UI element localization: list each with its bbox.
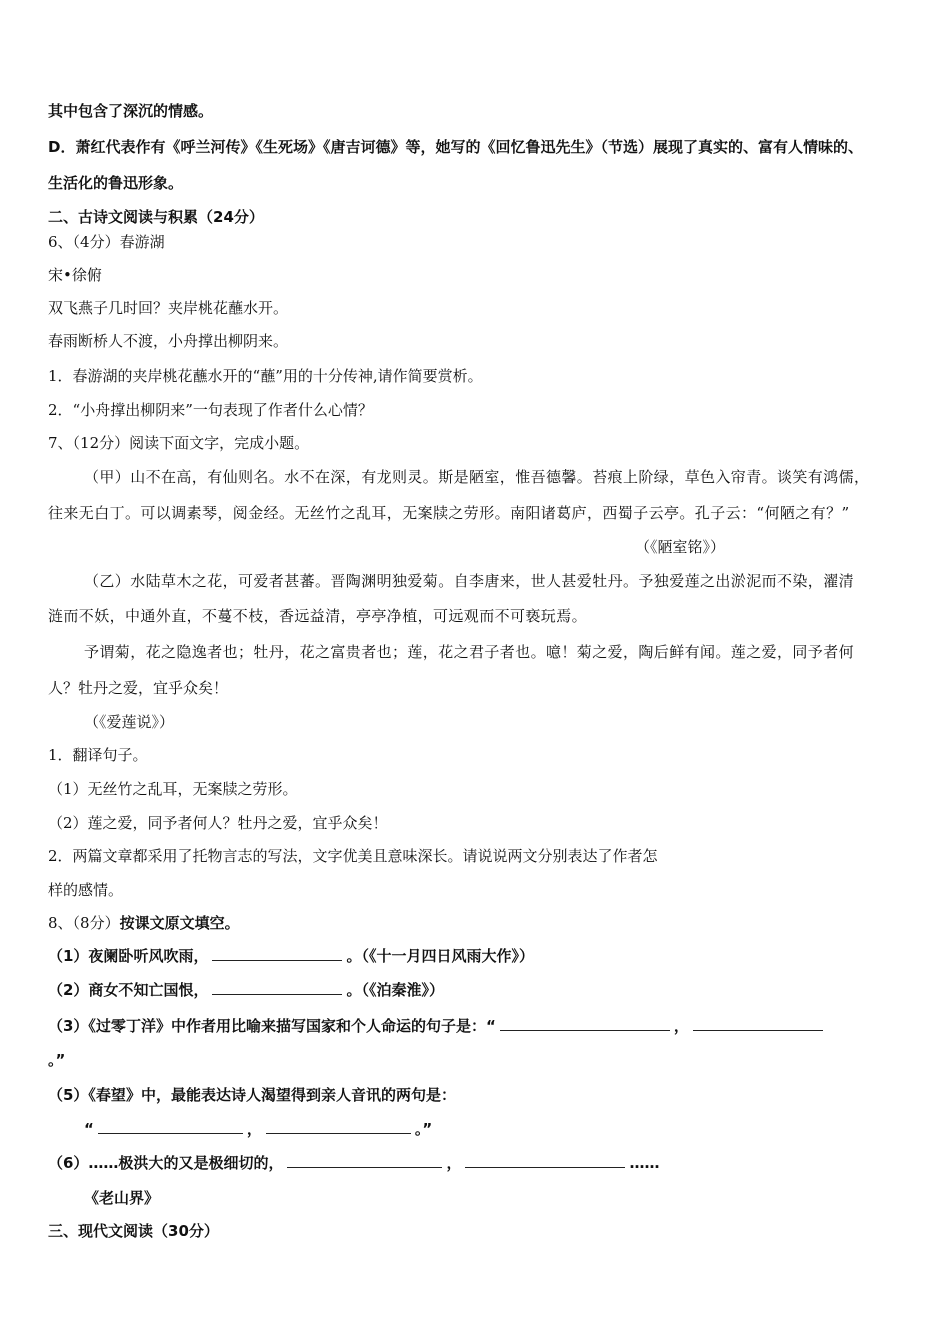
q8-item-2-prefix: （2）商女不知亡国恨， [48,981,209,999]
q6-sub-2: 2．“小舟撑出柳阴来”一句表现了作者什么心情？ [48,401,373,419]
q6-author: 宋•徐俯 [48,266,102,284]
q8-item-6-blank-1[interactable] [287,1153,442,1168]
q8-item-2-blank[interactable] [212,980,342,995]
section-2-title: 二、古诗文阅读与积累（24分） [48,208,264,226]
q8-item-6-prefix: （6）……极洪大的又是极细切的， [48,1154,284,1172]
q8-item-3-blank-1[interactable] [500,1016,670,1031]
q8-heading-number: 8、（8分） [48,914,120,932]
q8-item-5-blank-2[interactable] [266,1119,411,1134]
q8-heading [48,913,910,933]
q7-heading: 7、（12分）阅读下面文字，完成小题。 [48,434,310,452]
q7-sub-1: 1．翻译句子。 [48,746,148,764]
q8-item-6-blank-2[interactable] [465,1153,625,1168]
q8-item-3 [48,1016,910,1036]
paragraph-d-line-1: D．萧红代表作有《呼兰河传》《生死场》《唐吉诃德》等，她写的《回忆鲁迅先生》（节选）展现了真实的、富有人情味的、 [48,138,863,156]
q7-sub-2-line-2: 样的感情。 [48,881,124,899]
q8-item-3-end: 。” [48,1051,66,1069]
q8-item-3-prefix: （3）《过零丁洋》中作者用比喻来描写国家和个人命运的句子是：“ [48,1017,496,1035]
q8-item-5-blank-1[interactable] [98,1119,243,1134]
q8-item-1-suffix: 。（《十一月四日风雨大作》） [346,947,534,965]
q7-sub-1-2: （2）莲之爱，同予者何人？牡丹之爱，宜乎众矣！ [48,814,388,832]
q7-jia-line-1: （甲）山不在高，有仙则名。水不在深，有龙则灵。斯是陋室，惟吾德馨。苔痕上阶绿，草色入帘青。谈笑有鸿儒， [84,468,870,486]
q7-yi-line-4: 人？牡丹之爱，宜乎众矣！ [48,679,229,697]
q8-item-1 [48,946,910,966]
q8-item-5-open-quote: “ [84,1120,94,1138]
q7-yi-line-3: 予谓菊，花之隐逸者也；牡丹，花之富贵者也；莲，花之君子者也。噫！菊之爱，陶后鲜有闻。莲之爱，同予者何 [84,643,855,661]
q8-item-6-ellipsis: …… [629,1154,660,1172]
section-3-title: 三、现代文阅读（30分） [48,1222,219,1240]
q8-item-1-blank[interactable] [212,946,342,961]
q8-item-5-separator: ， [246,1120,262,1138]
q8-item-5-blanks [84,1119,910,1139]
q8-item-5: （5）《春望》中，最能表达诗人渴望得到亲人音讯的两句是： [48,1086,456,1104]
q6-poem-line-2: 春雨断桥人不渡，小舟撑出柳阴来。 [48,332,289,350]
q7-yi-source: （《爱莲说》） [84,713,175,731]
q8-heading-text: 按课文原文填空。 [119,914,240,932]
q8-item-3-separator: ， [673,1017,689,1035]
paragraph-d-line-2: 生活化的鲁迅形象。 [48,174,184,192]
q7-jia-source: （《陋室铭》） [634,538,725,556]
q7-sub-1-1: （1）无丝竹之乱耳，无案牍之劳形。 [48,780,298,798]
q7-yi-line-1: （乙）水陆草木之花，可爱者甚蕃。晋陶渊明独爱菊。自李唐来，世人甚爱牡丹。予独爱莲之出淤泥而不染，濯清 [84,572,855,590]
q6-sub-1: 1．春游湖的夹岸桃花蘸水开的“蘸”用的十分传神,请作简要赏析。 [48,367,483,385]
paragraph-d-line-0: 其中包含了深沉的情感。 [48,102,214,120]
q8-item-3-blank-2[interactable] [693,1016,823,1031]
q8-item-6-source: 《老山界》 [84,1189,160,1207]
q8-item-2-suffix: 。（《泊秦淮》） [346,981,444,999]
q8-item-2 [48,980,910,1000]
q8-item-6 [48,1153,910,1173]
q8-item-1-prefix: （1）夜阑卧听风吹雨， [48,947,209,965]
q7-jia-line-2: 往来无白丁。可以调素琴，阅金经。无丝竹之乱耳，无案牍之劳形。南阳诸葛庐，西蜀子云亭。孔子云：“何陋之有？” [48,504,850,522]
q7-sub-2-line-1: 2．两篇文章都采用了托物言志的写法，文字优美且意味深长。请说说两文分别表达了作者怎 [48,847,658,865]
q6-heading: 6、（4分）春游湖 [48,233,165,251]
q8-item-5-close-quote: 。” [414,1120,433,1138]
q7-yi-line-2: 涟而不妖，中通外直，不蔓不枝，香远益清，亭亭净植，可远观而不可亵玩焉。 [48,607,588,625]
q8-item-6-separator: ， [446,1154,462,1172]
q6-poem-line-1: 双飞燕子几时回？夹岸桃花蘸水开。 [48,299,289,317]
